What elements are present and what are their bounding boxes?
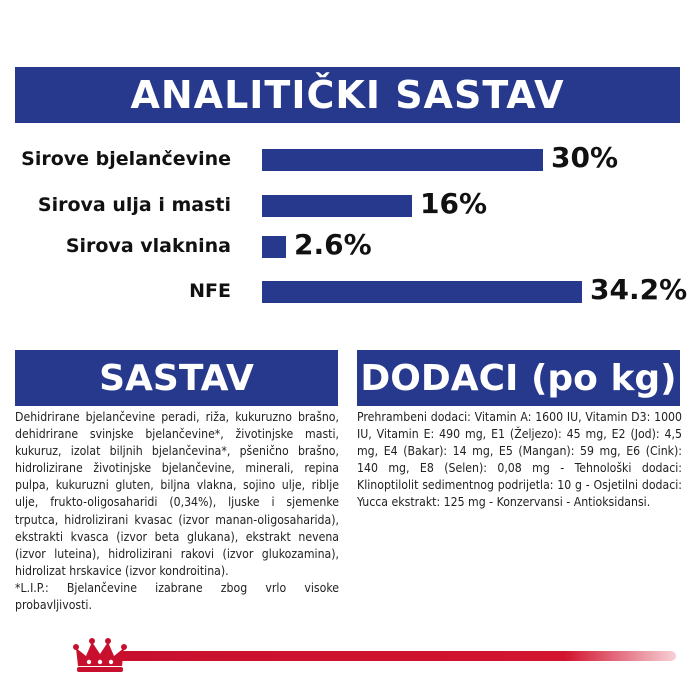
analytic-bar	[262, 149, 543, 171]
dodaci-additives: Prehrambeni dodaci: Vitamin A: 1600 IU, Vitamin D3: 1000 IU, Vitamin E: 490 mg, E1 (Željezo): 45 mg, E2 (Jod): 4,5 mg, E4 (Bakar): 14 mg, E5 (Mangan): 59 mg, E6 (Cink): 140 mg, E8 (Selen): 0,08 mg - Tehnološki dodaci: Klinoptilolit sedimentnog podrijetla: 10 g - Osjetilni dodaci: Yucca ekstrakt: 125 mg - Konzervansi - Antioksidansi.	[357, 410, 682, 510]
dodaci-title-banner	[357, 350, 680, 406]
dodaci-title: DODACI (po kg)	[360, 357, 677, 399]
analytic-title-banner	[15, 67, 680, 123]
sastav-text	[15, 409, 339, 614]
sastav-title: SASTAV	[99, 357, 254, 399]
analytic-row-label: Sirove bjelančevine	[21, 148, 231, 170]
analytic-title: ANALITIČKI SASTAV	[130, 73, 565, 117]
crown-icon	[72, 636, 128, 676]
analytic-row-label: NFE	[189, 280, 231, 302]
analytic-bar-value: 34.2%	[590, 273, 688, 306]
analytic-bar	[262, 195, 412, 217]
analytic-row-label: Sirova ulja i masti	[37, 194, 231, 216]
analytic-bar-value: 30%	[551, 141, 619, 174]
sastav-footnote: *L.I.P.: Bjelančevine izabrane zbog vrlo visoke probavljivosti.	[15, 580, 339, 613]
analytic-bar	[262, 281, 582, 303]
dodaci-text	[357, 409, 682, 512]
analytic-bar	[262, 236, 286, 258]
sastav-ingredients: Dehidrirane bjelančevine peradi, riža, kukuruzno brašno, dehidrirane svinjske bjelančevine*, životinjske masti, kukuruz, izolat biljnih bjelančevina*, pšenično brašno, hidrolizirane životinjske bjelančevine, minerali, repina pulpa, kukuruzni gluten, biljna vlakna, sojino ulje, riblje ulje, frukto-oligosaharidi (0,34%), ljuske i sjemenke trputca, hidrolizirani kvasac (izvor manan-oligosaharida), ekstrakti kvasca (izvor beta glukana), ekstrakt nevena (izvor luteina), hidrolizirani rakovi (izvor glukozamina), hidrolizat hrskavice (izvor kondroitina).	[15, 410, 339, 578]
analytic-bar-value: 2.6%	[294, 228, 372, 261]
red-footer-stripe	[120, 651, 676, 661]
analytic-bar-value: 16%	[420, 187, 488, 220]
sastav-title-banner	[15, 350, 338, 406]
analytic-row-label: Sirova vlaknina	[65, 235, 231, 257]
